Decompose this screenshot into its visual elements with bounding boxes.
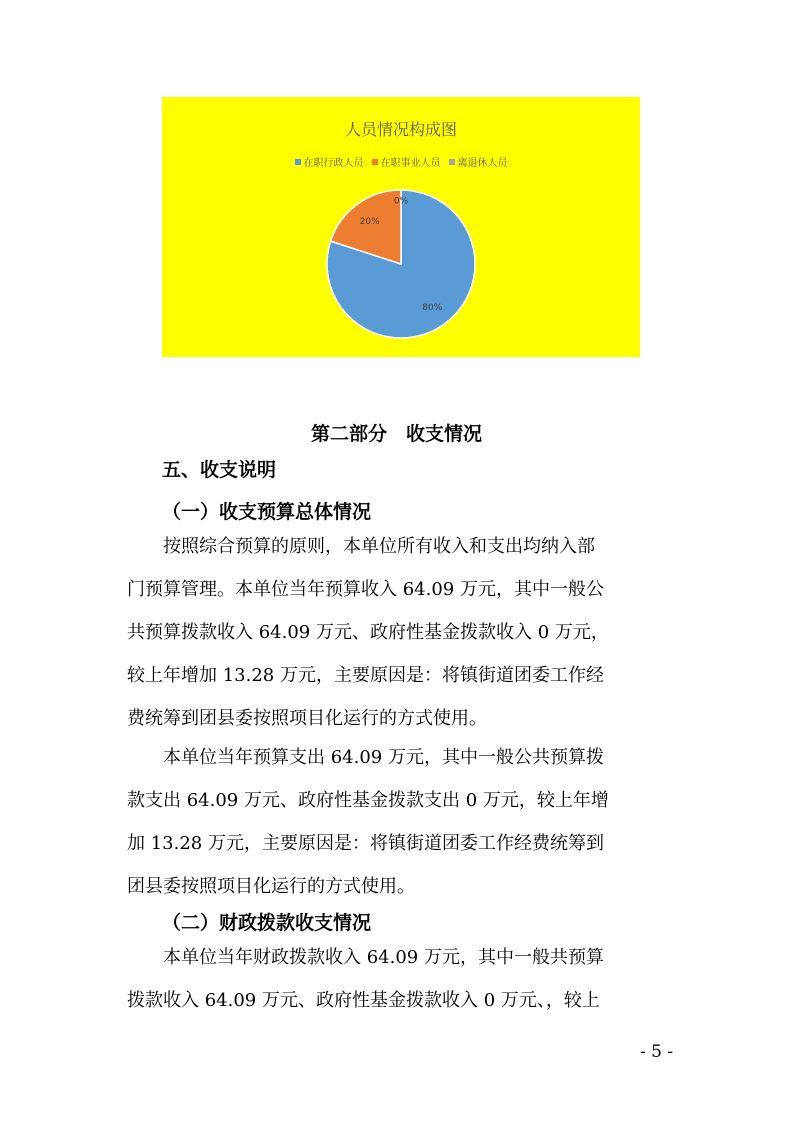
- legend-swatch: [295, 159, 301, 165]
- pie-data-label-1: 20%: [359, 216, 380, 227]
- legend-item-0: [295, 154, 364, 169]
- legend-label: 在职事业人员: [380, 158, 441, 169]
- subsection1-heading: （一）收支预算总体情况: [162, 501, 372, 523]
- text-line: 团县委按照项目化运行的方式使用。: [127, 876, 415, 897]
- part-heading: 第二部分 收支情况: [310, 423, 482, 445]
- paragraph-budget-income: [127, 525, 672, 740]
- page-number: - 5 -: [640, 1042, 674, 1062]
- pie-data-label-2: 0%: [393, 196, 409, 207]
- pie-data-label-0: 80%: [422, 303, 443, 314]
- text-line: 按照综合预算的原则，本单位所有收入和支出均纳入部: [163, 536, 595, 557]
- pie-chart-container: [162, 97, 640, 357]
- legend-label: 离退休人员: [457, 158, 508, 169]
- legend-swatch: [449, 159, 455, 165]
- chart-title: 人员情况构成图: [344, 120, 457, 139]
- text-line: 共预算拨款收入 64.09 万元、政府性基金拨款收入 0 万元，: [127, 622, 609, 643]
- legend-swatch: [372, 159, 378, 165]
- legend-label: 在职行政人员: [303, 158, 364, 169]
- text-line: 较上年增加 13.28 万元，主要原因是：将镇街道团委工作经: [127, 665, 604, 686]
- text-line: 本单位当年财政拨款收入 64.09 万元，其中一般共预算: [163, 947, 604, 968]
- chart-legend: [162, 154, 640, 169]
- text-line: 拨款收入 64.09 万元、政府性基金拨款收入 0 万元、，较上: [127, 990, 600, 1011]
- legend-item-1: [372, 154, 441, 169]
- legend-item-2: [449, 154, 508, 169]
- text-line: 款支出 64.09 万元、政府性基金拨款支出 0 万元，较上年增: [127, 790, 609, 811]
- paragraph-budget-expenditure: [127, 736, 672, 908]
- subsection2-heading: （二）财政拨款收支情况: [162, 912, 372, 934]
- text-line: 门预算管理。本单位当年预算收入 64.09 万元，其中一般公: [127, 579, 604, 600]
- text-line: 加 13.28 万元，主要原因是：将镇街道团委工作经费统筹到: [127, 833, 604, 854]
- text-line: 费统筹到团县委按照项目化运行的方式使用。: [127, 708, 487, 729]
- section-heading: 五、收支说明: [162, 459, 277, 481]
- paragraph-fiscal-appropriation: [127, 936, 672, 1022]
- text-line: 本单位当年预算支出 64.09 万元，其中一般公共预算拨: [163, 747, 604, 768]
